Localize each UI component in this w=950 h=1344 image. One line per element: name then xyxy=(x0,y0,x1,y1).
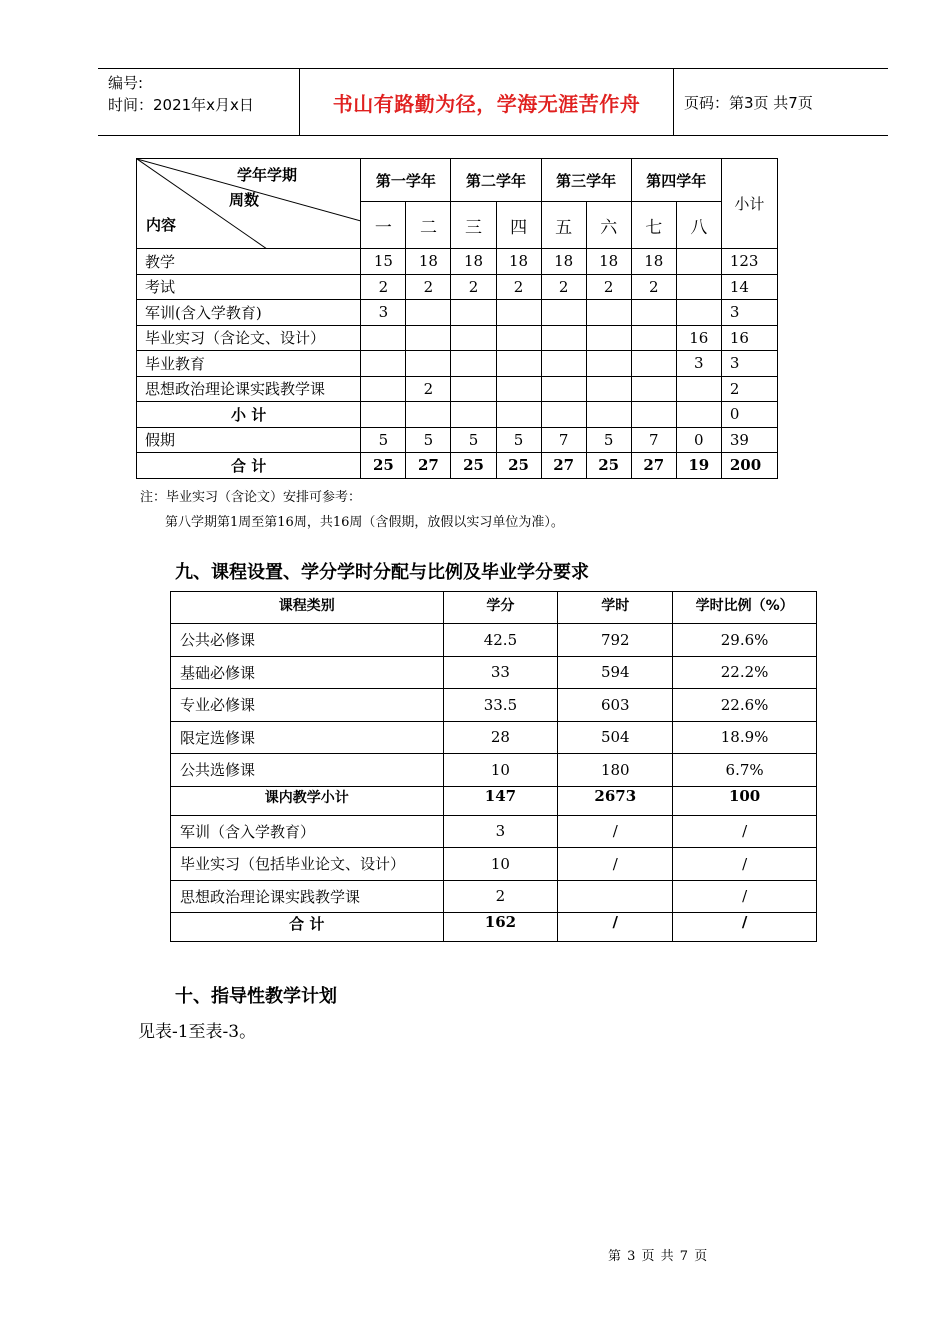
table-cell xyxy=(361,376,406,402)
table-cell: 7 xyxy=(631,427,676,453)
time-label: 时间：2021年x月x日 xyxy=(108,96,254,114)
corner-top-label: 学年学期 xyxy=(237,166,298,184)
course-category: 合 计 xyxy=(171,913,444,942)
table-row xyxy=(171,689,817,722)
table-cell: / xyxy=(558,913,673,942)
table-cell: 0 xyxy=(676,427,721,453)
table-cell: 28 xyxy=(443,721,558,754)
table-cell xyxy=(496,376,541,402)
year-header: 第三学年 xyxy=(541,159,631,202)
table-row xyxy=(171,848,817,881)
column-header: 课程类别 xyxy=(171,592,444,624)
table-cell xyxy=(406,325,451,351)
table-cell xyxy=(451,402,496,428)
table-cell: 18 xyxy=(496,249,541,275)
table-cell: 7 xyxy=(541,427,586,453)
section-10-text: 见表-1至表-3。 xyxy=(138,1022,257,1042)
table-cell: 3 xyxy=(676,351,721,377)
section-9-heading: 九、课程设置、学分学时分配与比例及毕业学分要求 xyxy=(175,562,589,583)
row-label: 小 计 xyxy=(137,402,361,428)
table-cell xyxy=(496,402,541,428)
table-cell xyxy=(676,376,721,402)
term-header: 八 xyxy=(676,202,721,249)
sum-row xyxy=(137,453,778,479)
table-cell: 10 xyxy=(443,848,558,881)
table-cell xyxy=(361,402,406,428)
header-divider xyxy=(673,68,674,136)
table-cell xyxy=(541,402,586,428)
year-header: 第四学年 xyxy=(631,159,721,202)
row-label: 考试 xyxy=(137,274,361,300)
table-cell: 2 xyxy=(406,274,451,300)
table-cell xyxy=(631,376,676,402)
table-cell: 5 xyxy=(496,427,541,453)
column-header: 学时比例（%） xyxy=(673,592,817,624)
row-total: 14 xyxy=(721,274,777,300)
table-cell: 27 xyxy=(406,453,451,479)
row-total: 3 xyxy=(721,300,777,326)
term-header: 五 xyxy=(541,202,586,249)
table-cell xyxy=(541,300,586,326)
table-cell xyxy=(361,325,406,351)
table-cell xyxy=(496,300,541,326)
table-row xyxy=(137,402,778,428)
page-footer: 第 3 页 共 7 页 xyxy=(608,1249,709,1264)
section-10-heading: 十、指导性教学计划 xyxy=(175,986,337,1007)
table-cell xyxy=(451,376,496,402)
row-total: 0 xyxy=(721,402,777,428)
course-category: 军训（含入学教育） xyxy=(171,815,444,848)
term-header: 七 xyxy=(631,202,676,249)
table-cell: 2 xyxy=(406,376,451,402)
table-cell: 5 xyxy=(361,427,406,453)
row-total: 16 xyxy=(721,325,777,351)
table-cell xyxy=(496,351,541,377)
table-cell xyxy=(406,300,451,326)
term-header: 四 xyxy=(496,202,541,249)
table-cell: 33.5 xyxy=(443,689,558,722)
table-cell xyxy=(631,325,676,351)
row-label: 假期 xyxy=(137,427,361,453)
table-cell xyxy=(541,325,586,351)
table-cell: 18 xyxy=(451,249,496,275)
year-header: 第二学年 xyxy=(451,159,541,202)
header-page-info: 页码：第3页 共7页 xyxy=(684,93,813,112)
subtotal-header: 小计 xyxy=(721,159,777,249)
row-label: 思想政治理论课实践教学课 xyxy=(137,376,361,402)
row-total: 3 xyxy=(721,351,777,377)
table-row xyxy=(137,427,778,453)
table-cell: 18 xyxy=(586,249,631,275)
table-cell xyxy=(586,300,631,326)
table-row xyxy=(171,786,817,815)
table-cell xyxy=(541,376,586,402)
table-row xyxy=(171,624,817,657)
row-label: 教学 xyxy=(137,249,361,275)
table-cell: 3 xyxy=(443,815,558,848)
row-total: 200 xyxy=(721,453,777,479)
table-row xyxy=(137,376,778,402)
row-label: 军训(含入学教育) xyxy=(137,300,361,326)
table-cell: 18.9% xyxy=(673,721,817,754)
table-cell: 2 xyxy=(631,274,676,300)
table-cell: 25 xyxy=(361,453,406,479)
column-header: 学分 xyxy=(443,592,558,624)
table-cell: 2 xyxy=(496,274,541,300)
table-cell: 162 xyxy=(443,913,558,942)
table-cell: 25 xyxy=(586,453,631,479)
table-cell xyxy=(361,351,406,377)
row-total: 123 xyxy=(721,249,777,275)
table-cell xyxy=(631,351,676,377)
table-cell: / xyxy=(558,848,673,881)
table-cell: 2 xyxy=(443,880,558,913)
table-cell: 5 xyxy=(586,427,631,453)
table-cell xyxy=(586,325,631,351)
table-cell: 594 xyxy=(558,656,673,689)
term-header: 六 xyxy=(586,202,631,249)
table-cell: 25 xyxy=(451,453,496,479)
weeks-table xyxy=(136,158,778,479)
table-cell: 19 xyxy=(676,453,721,479)
term-header: 二 xyxy=(406,202,451,249)
table-row xyxy=(137,274,778,300)
table-row xyxy=(137,325,778,351)
course-category: 毕业实习（包括毕业论文、设计） xyxy=(171,848,444,881)
corner-cell xyxy=(137,159,361,249)
table-row xyxy=(171,721,817,754)
table-row xyxy=(171,754,817,787)
table-cell: 3 xyxy=(361,300,406,326)
table-cell: 6.7% xyxy=(673,754,817,787)
table-row xyxy=(171,880,817,913)
table-cell xyxy=(631,300,676,326)
table-cell: / xyxy=(558,815,673,848)
table-cell: 5 xyxy=(451,427,496,453)
course-category: 专业必修课 xyxy=(171,689,444,722)
table-cell: 22.2% xyxy=(673,656,817,689)
table-cell xyxy=(676,249,721,275)
table-cell: 33 xyxy=(443,656,558,689)
table-cell: 2 xyxy=(451,274,496,300)
table-cell xyxy=(586,351,631,377)
table-cell: 18 xyxy=(541,249,586,275)
table-cell: 504 xyxy=(558,721,673,754)
course-category: 公共必修课 xyxy=(171,624,444,657)
table-cell: 18 xyxy=(631,249,676,275)
header-motto: 书山有路勤为径，学海无涯苦作舟 xyxy=(332,91,641,116)
table-cell: 2 xyxy=(361,274,406,300)
corner-mid-label: 周数 xyxy=(229,191,260,209)
table-cell: 25 xyxy=(496,453,541,479)
table-cell: 18 xyxy=(406,249,451,275)
table-cell xyxy=(676,274,721,300)
table-cell: 42.5 xyxy=(443,624,558,657)
row-total: 39 xyxy=(721,427,777,453)
table-cell xyxy=(676,402,721,428)
table-cell: 100 xyxy=(673,786,817,815)
row-label: 合 计 xyxy=(137,453,361,479)
table-note-detail: 第八学期第1周至第16周，共16周（含假期，放假以实习单位为准）。 xyxy=(165,515,564,530)
table-cell xyxy=(406,351,451,377)
table-cell xyxy=(558,880,673,913)
table-row xyxy=(137,249,778,275)
table-row xyxy=(171,656,817,689)
course-category: 课内教学小计 xyxy=(171,786,444,815)
table-cell: 603 xyxy=(558,689,673,722)
table-cell xyxy=(406,402,451,428)
table-cell xyxy=(496,325,541,351)
table-cell xyxy=(631,402,676,428)
table-cell: / xyxy=(673,815,817,848)
table-cell: 10 xyxy=(443,754,558,787)
table-cell xyxy=(541,351,586,377)
table-row xyxy=(171,913,817,942)
table-cell: 22.6% xyxy=(673,689,817,722)
corner-bottom-label: 内容 xyxy=(146,216,177,234)
term-header: 一 xyxy=(361,202,406,249)
table-cell: 147 xyxy=(443,786,558,815)
table-cell xyxy=(676,300,721,326)
row-total: 2 xyxy=(721,376,777,402)
row-label: 毕业教育 xyxy=(137,351,361,377)
table-cell xyxy=(586,376,631,402)
table-row xyxy=(137,300,778,326)
course-category: 限定选修课 xyxy=(171,721,444,754)
table-cell: 15 xyxy=(361,249,406,275)
table-cell: 792 xyxy=(558,624,673,657)
credits-table xyxy=(170,591,817,942)
table-cell xyxy=(451,351,496,377)
course-category: 公共选修课 xyxy=(171,754,444,787)
table-cell: / xyxy=(673,880,817,913)
table-row xyxy=(171,815,817,848)
table-row xyxy=(137,351,778,377)
table-cell: 2 xyxy=(541,274,586,300)
term-header: 三 xyxy=(451,202,496,249)
course-category: 基础必修课 xyxy=(171,656,444,689)
column-header: 学时 xyxy=(558,592,673,624)
table-cell xyxy=(451,325,496,351)
table-cell: 2 xyxy=(586,274,631,300)
table-cell: 27 xyxy=(541,453,586,479)
table-cell: 29.6% xyxy=(673,624,817,657)
table-cell xyxy=(586,402,631,428)
table-cell: 16 xyxy=(676,325,721,351)
table-cell: / xyxy=(673,913,817,942)
table-cell: 2673 xyxy=(558,786,673,815)
header-meta xyxy=(108,72,254,116)
table-cell: 5 xyxy=(406,427,451,453)
code-label: 编号: xyxy=(108,74,144,92)
table-cell: 27 xyxy=(631,453,676,479)
table-cell: 180 xyxy=(558,754,673,787)
table-note: 注：毕业实习（含论文）安排可参考： xyxy=(140,490,362,505)
course-category: 思想政治理论课实践教学课 xyxy=(171,880,444,913)
table-cell xyxy=(451,300,496,326)
row-label: 毕业实习（含论文、设计） xyxy=(137,325,361,351)
table-cell: / xyxy=(673,848,817,881)
year-header: 第一学年 xyxy=(361,159,451,202)
